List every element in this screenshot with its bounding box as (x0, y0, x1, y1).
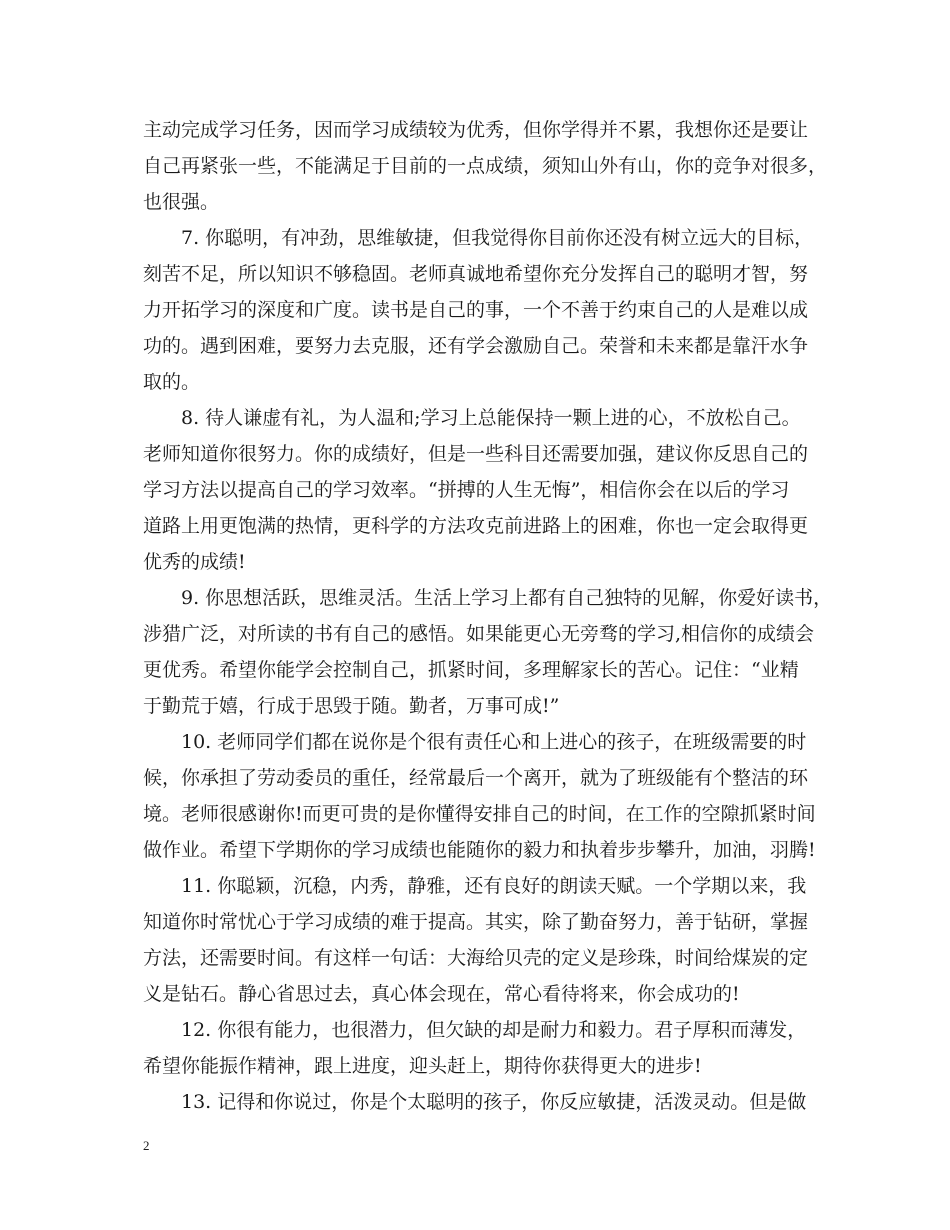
page-number: 2 (143, 1138, 150, 1153)
text-line: 知道你时常忧心于学习成绩的难于提高。其实，除了勤奋努力，善于钻研，掌握 (143, 911, 809, 933)
text-line: 候，你承担了劳动委员的重任，经常最后一个离开，就为了班级能有个整洁的环 (143, 767, 809, 789)
text-line: 取的。 (143, 371, 201, 393)
paragraph-first-line: 10. 老师同学们都在说你是个很有责任心和上进心的孩子，在班级需要的时 (181, 731, 807, 753)
text-line: 力开拓学习的深度和广度。读书是自己的事，一个不善于约束自己的人是难以成 (143, 299, 809, 321)
text-line: 老师知道你很努力。你的成绩好，但是一些科目还需要加强，建议你反思自己的 (143, 443, 809, 465)
paragraph-first-line: 9. 你思想活跃，思维灵活。生活上学习上都有自己独特的见解，你爱好读书， (181, 587, 833, 609)
text-line: 希望你能振作精神，跟上进度，迎头赶上，期待你获得更大的进步! (143, 1055, 702, 1077)
text-line: 于勤荒于嬉，行成于思毁于随。勤者，万事可成!” (143, 695, 560, 717)
text-line: 做作业。希望下学期你的学习成绩也能随你的毅力和执着步步攀升，加油，羽腾! (143, 839, 816, 861)
paragraph-first-line: 11. 你聪颖，沉稳，内秀，静雅，还有良好的朗读天赋。一个学期以来，我 (181, 875, 807, 897)
text-line: 方法，还需要时间。有这样一句话：大海给贝壳的定义是珍珠，时间给煤炭的定 (143, 947, 809, 969)
paragraph-first-line: 12. 你很有能力，也很潜力，但欠缺的却是耐力和毅力。君子厚积而薄发， (181, 1019, 807, 1041)
text-line: 道路上用更饱满的热情，更科学的方法攻克前进路上的困难，你也一定会取得更 (143, 515, 809, 537)
text-line: 主动完成学习任务，因而学习成绩较为优秀，但你学得并不累，我想你还是要让 (143, 119, 809, 141)
text-line: 境。老师很感谢你!而更可贵的是你懂得安排自己的时间，在工作的空隙抓紧时间 (143, 803, 816, 825)
paragraph-first-line: 7. 你聪明，有冲劲，思维敏捷，但我觉得你目前你还没有树立远大的目标， (181, 227, 814, 249)
document-body (143, 112, 833, 1120)
text-line: 更优秀。希望你能学会控制自己，抓紧时间，多理解家长的苦心。记住：“业精 (143, 659, 799, 681)
text-line: 也很强。 (143, 191, 220, 213)
text-line: 刻苦不足，所以知识不够稳固。老师真诚地希望你充分发挥自己的聪明才智，努 (143, 263, 809, 285)
paragraph-first-line: 13. 记得和你说过，你是个太聪明的孩子，你反应敏捷，活泼灵动。但是做 (181, 1091, 807, 1113)
text-line: 功的。遇到困难，要努力去克服，还有学会激励自己。荣誉和未来都是靠汗水争 (143, 335, 809, 357)
text-line: 优秀的成绩! (143, 551, 246, 573)
text-line: 涉猎广泛，对所读的书有自己的感悟。如果能更心无旁骛的学习,相信你的成绩会 (143, 623, 815, 645)
paragraph-first-line: 8. 待人谦虚有礼，为人温和;学习上总能保持一颗上进的心，不放松自己。 (181, 407, 801, 429)
text-line: 义是钻石。静心省思过去，真心体会现在，常心看待将来，你会成功的! (143, 983, 740, 1005)
text-line: 学习方法以提高自己的学习效率。“拼搏的人生无悔”，相信你会在以后的学习 (143, 479, 790, 501)
text-line: 自己再紧张一些，不能满足于目前的一点成绩，须知山外有山，你的竞争对很多， (143, 155, 828, 177)
